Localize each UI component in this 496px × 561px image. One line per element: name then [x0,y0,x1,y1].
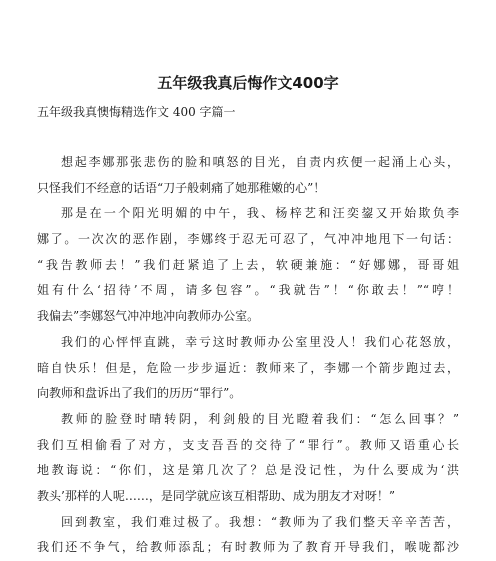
text-line: 只怪我们不经意的话语“刀子般刺痛了她那稚嫩的心”！ [37,180,326,195]
document-body [37,150,459,561]
paragraph [37,330,459,407]
text-line: 姐有什么‘招待’不周，请多包容”。“我就告”！“你敢去！”“哼！ [37,283,459,298]
document-subtitle: 五年级我真懊悔精选作文 400 字篇一 [37,105,236,119]
text-line: 娜了。一次次的恶作剧，李娜终于忍无可忍了，气冲冲地甩下一句话： [37,232,459,247]
document-title: 五年级我真后悔作文400字 [157,74,339,92]
text-line: 地教诲说：“你们，这是第几次了？总是没记性，为什么要成为‘洪 [37,463,459,478]
text-line: 向教师和盘诉出了我们的历历“罪行”。 [37,386,242,401]
text-line: 我们互相偷看了对方，支支吾吾的交待了“罪行”。教师又语重心长 [37,437,459,452]
text-line: 想起李娜那张悲伤的脸和嗔怒的目光，自责内疚便一起涌上心头， [61,155,459,169]
text-line: 暗自快乐！但是，危险一步步逼近：教师来了，李娜一个箭步跑过去， [37,360,459,375]
text-line: 回到教室，我们难过极了。我想：“教师为了我们整天辛辛苦苦， [61,514,459,529]
paragraph [37,150,459,201]
text-line: 我偏去”李娜怒气冲冲地冲向教师办公室。 [37,309,260,324]
text-line: 教头’那样的人呢……，是同学就应该互相帮助、成为朋友才对呀！” [37,488,395,503]
text-line: 我们的心怦怦直跳，幸亏这时教师办公室里没人！我们心花怒放， [61,334,459,349]
text-line: 教师的脸登时晴转阴，利剑般的目光瞪着我们：“怎么回事？” [61,411,459,426]
paragraph [37,407,459,510]
paragraph [37,201,459,329]
text-line: 那是在一个阳光明媚的中午，我、杨梓艺和汪奕鋆又开始欺负李 [61,206,459,221]
paragraph [37,510,459,561]
text-line: “我告教师去！”我们赶紧追了上去，软硬兼施：“好娜娜，哥哥姐 [37,257,459,272]
text-line: 我们还不争气，给教师添乱；有时教师为了教育开导我们，喉咙都沙 [37,540,459,555]
